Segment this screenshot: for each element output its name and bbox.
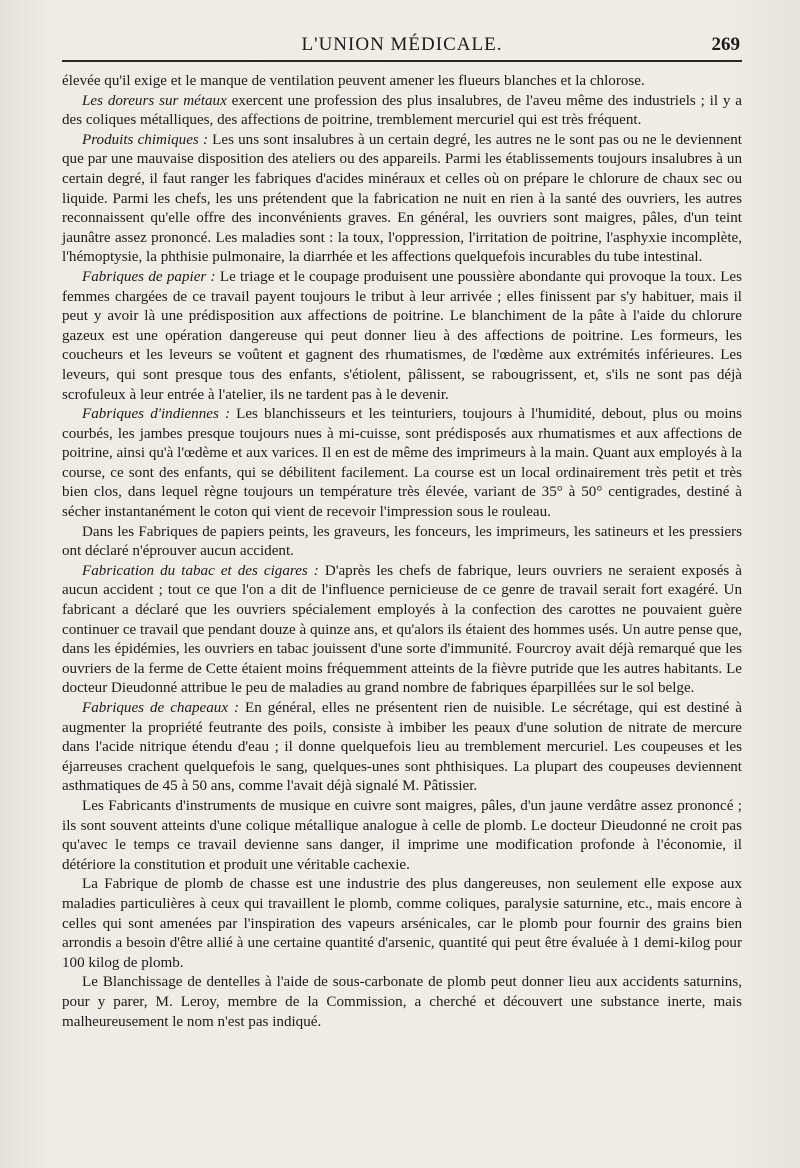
paragraph-doreurs: Les doreurs sur métaux exercent une profession des plus insalubres, de l'aveu même des industriels ; il y a des coliques métalliques, des affections de poitrine, tremblement mercuriel qui est très fréquent. — [62, 92, 742, 129]
paragraph-fabriques-indiennes: Fabriques d'indiennes : Les blanchisseurs et les teinturiers, toujours à l'humidité, debout, plus ou moins courbés, les jambes presque toujours nues à mi-cuisse, sont prédisposés aux rhumatismes et aux affections de poitrine, ainsi qu'à l'œdème et aux varices. Il en est de même des imprimeurs à la main. Quant aux employés à la course, ce sont des enfants, qui se débilitent facilement. La course est un local ordinairement très petit et très bien clos, dans lequel règne toujours un température très élevée, variant de 35° à 50° centigrades, destiné à sécher instantanément le coton qui vient de recevoir l'impression sous le rouleau. — [62, 406, 742, 521]
paragraph-blanchissage-dentelles: Le Blanchissage de dentelles à l'aide de sous-carbonate de plomb peut donner lieu aux accidents saturnins, pour y parer, M. Leroy, membre de la Commission, a cherché et découvert une substance inerte, mais malheureusement le nom n'est pas indiqué. — [62, 974, 742, 1030]
paragraph-tabac-cigares: Fabrication du tabac et des cigares : D'après les chefs de fabrique, leurs ouvriers ne seraient exposés à aucun accident ; tout ce que l'on a dit de l'influence pernicieuse de ce genre de travail serait fort exagéré. Un fabricant a déclaré que les ouvriers spécialement employés à la confection des carottes ne pouvaient guère continuer ce travail que pendant douze à quinze ans, et qu'alors ils étaient des hommes usés. Un autre pense que, dans les épidémies, les ouvriers en tabac jouissent d'une sorte d'immunité. Fourcroy avait déjà remarqué que les ouvriers de la ferme de Cette étaient moins fréquemment atteints de la fièvre putride que les autres habitants. Le docteur Dieudonné attribue le peu de maladies au grand nombre de fabriques éparpillées sur le sol belge. — [62, 562, 742, 697]
paragraph-papiers-peints: Dans les Fabriques de papiers peints, les graveurs, les fonceurs, les imprimeurs, les satineurs et les pressiers ont déclaré n'éprouver aucun accident. — [62, 523, 742, 560]
paragraph-chapeaux: Fabriques de chapeaux : En général, elles ne présentent rien de nuisible. Le sécrétage, qui est destiné à augmenter la propriété feutrante des poils, consiste à imbiber les peaux d'une solution de nitrate de mercure dans l'acide nitrique étendu d'eau ; il donne quelquefois lieu au tremblement mercuriel. Les coupeuses et les éjarreuses crachent quelquefois le sang, quelques-unes sont phthisiques. La plupart des coupeuses deviennent asthmatiques de 45 à 50 ans, comme l'avait déjà signalé M. Pâtissier. — [62, 700, 742, 795]
paragraph-plomb-chasse: La Fabrique de plomb de chasse est une industrie des plus dangereuses, non seulement elle expose aux maladies particulières à ceux qui travaillent le plomb, comme coliques, paralysie saturnine, etc., mais encore à celles qui sont amenées par l'inspiration des vapeurs arsénicales, car le plomb pour fournir des grains bien arrondis a besoin d'être allié à une certaine quantité d'arsenic, quantité qui peut être évaluée à 1 demi-kilog pour 100 kilog de plomb. — [62, 876, 742, 971]
journal-title: L'UNION MÉDICALE. — [301, 34, 503, 55]
paragraph-fabriques-papier: Fabriques de papier : Le triage et le coupage produisent une poussière abondante qui provoque la toux. Les femmes chargées de ce travail payent toujours le tribut à leur arrivée ; elles finissent par s'y habituer, mais il peut y avoir là une prédisposition aux affections de poitrine. Le blanchiment de la pâte à l'aide du chlorure gazeux est une opération dangereuse qui peut donner lieu à des affections de poitrine. Les formeurs, les coucheurs et les leveurs se voûtent et gagnent des rhumatismes, de l'œdème aux extrémités inférieures. Les leveurs, qui sont presque tous des enfants, s'étiolent, pâlissent, se rabougrissent, et, s'ils ne sont pas déjà scrofuleux à leur entrée à l'atelier, ils ne tardent pas à le devenir. — [62, 268, 742, 403]
page-number: 269 — [711, 34, 740, 55]
paragraph-instruments-musique: Les Fabricants d'instruments de musique en cuivre sont maigres, pâles, d'un jaune verdâtre assez prononcé ; ils sont souvent atteints d'une colique métallique analogue à celle de plomb. Le docteur Dieudonné ne croit pas qu'avec le temps ce travail devienne sans danger, il imprime une modification profonde à l'économie, il détériore la constitution et produit une véritable cachexie. — [62, 797, 742, 873]
article-body — [62, 72, 742, 1032]
paragraph-produits-chimiques: Produits chimiques : Les uns sont insalubres à un certain degré, les autres ne le sont pas ou ne le deviennent que par une mauvaise disposition des ateliers ou des appareils. Parmi les établissements toujours insalubres à un certain degré, il faut ranger les fabriques d'acides minéraux et celles où on prépare le chlorure de chaux sec ou liquide. Parmi les chefs, les uns prétendent que la fabrication ne nuit en rien à la santé des ouvriers, les autres reconnaissent qu'elle offre des inconvénients graves. En général, les ouvriers sont maigres, pâles, d'un teint jaunâtre assez prononcé. Les maladies sont : la toux, l'oppression, l'irritation de poitrine, l'asphyxie incomplète, l'hémoptysie, la phthisie pulmonaire, la diarrhée et les affections quelquefois incurables du tube intestinal. — [62, 131, 742, 266]
running-header — [62, 30, 742, 62]
paragraph-continuation: élevée qu'il exige et le manque de ventilation peuvent amener les flueurs blanches et la chlorose. — [62, 73, 645, 89]
